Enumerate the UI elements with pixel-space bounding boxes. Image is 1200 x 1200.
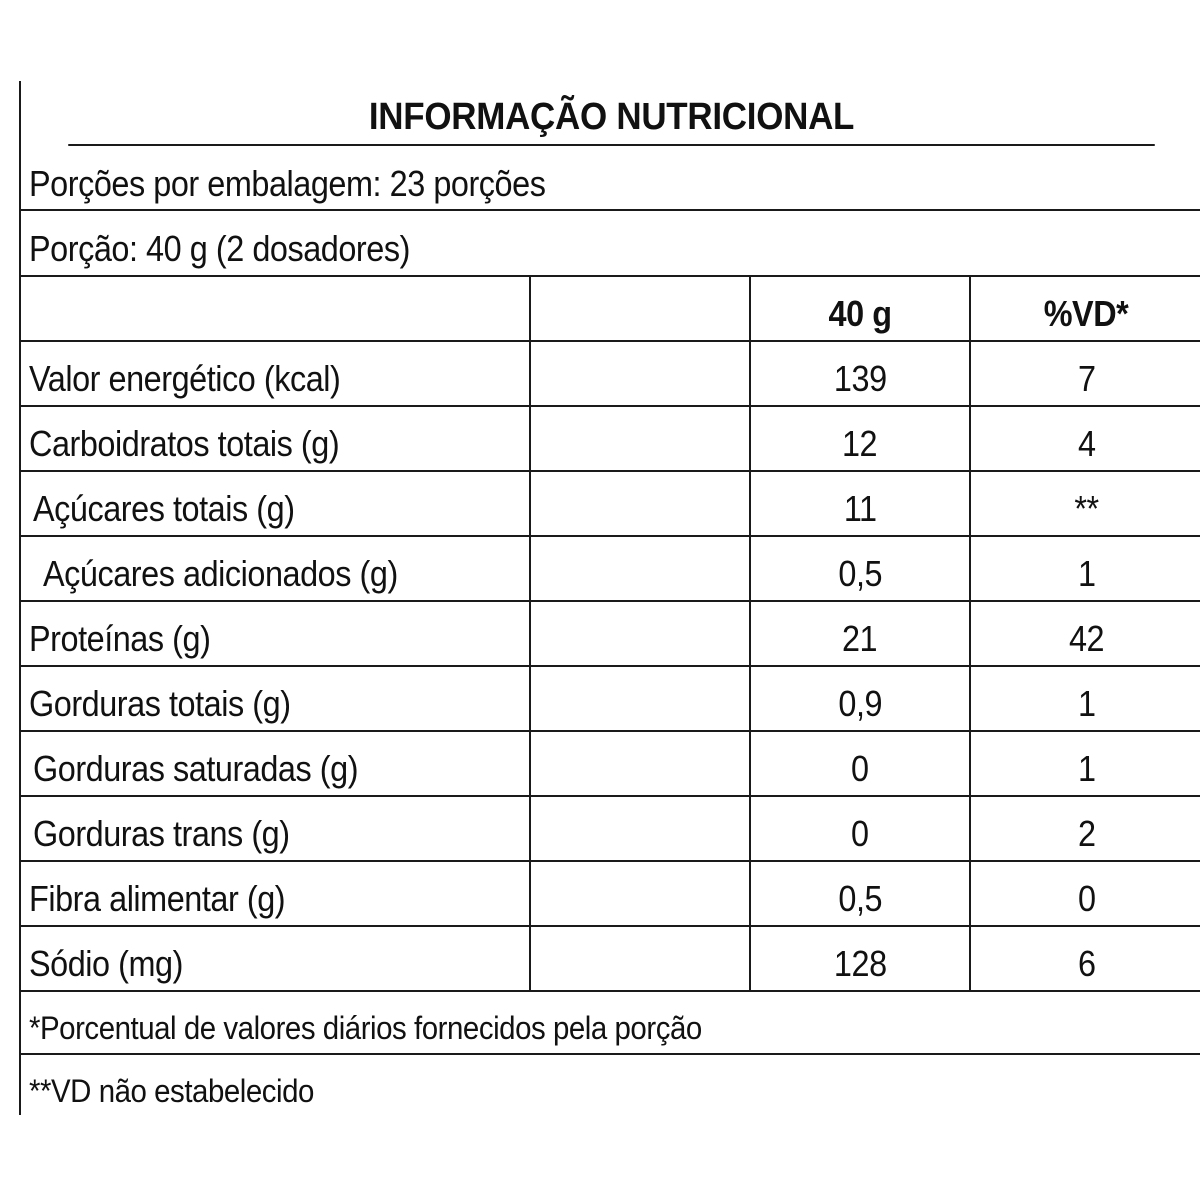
nutrient-dv-cell (969, 342, 1200, 405)
nutrient-name: Gorduras trans (g) (33, 812, 290, 854)
nutrient-amount-cell (749, 732, 969, 795)
nutrient-amount: 21 (842, 617, 878, 659)
nutrient-row (21, 537, 1200, 602)
nutrient-dv-cell (969, 862, 1200, 925)
nutrient-amount: 0,9 (838, 682, 882, 724)
nutrient-amount-cell (749, 407, 969, 470)
nutrient-name-cell (21, 862, 529, 925)
nutrient-name: Sódio (mg) (29, 942, 183, 984)
nutrient-dv-cell (969, 797, 1200, 860)
nutrient-row (21, 602, 1200, 667)
nutrient-dv: 0 (1077, 877, 1096, 919)
nutrient-name-cell (21, 797, 529, 860)
nutrient-amount: 12 (842, 422, 878, 464)
nutrient-amount: 0 (851, 747, 869, 789)
nutrient-dv-cell (969, 537, 1200, 600)
nutrient-dv-cell (969, 407, 1200, 470)
header-dv-cell (969, 277, 1200, 340)
nutrient-amount: 128 (833, 942, 887, 984)
nutrition-facts-table (19, 81, 1200, 1115)
nutrient-name-cell (21, 927, 529, 990)
not-established-footnote: **VD não estabelecido (29, 1072, 314, 1109)
nutrient-amount-cell (749, 342, 969, 405)
nutrient-blank-cell (529, 667, 749, 730)
nutrient-dv: 6 (1077, 942, 1096, 984)
nutrient-amount: 139 (833, 357, 887, 399)
nutrient-blank-cell (529, 927, 749, 990)
nutrient-amount-cell (749, 797, 969, 860)
nutrient-name-cell (21, 667, 529, 730)
nutrient-name: Proteínas (g) (29, 617, 211, 659)
nutrient-name-cell (21, 342, 529, 405)
nutrient-dv: 4 (1077, 422, 1096, 464)
nutrient-dv-cell (969, 667, 1200, 730)
serving-size: Porção: 40 g (2 dosadores) (29, 228, 410, 269)
nutrient-name: Valor energético (kcal) (29, 357, 341, 399)
servings-per-package-row (21, 146, 1200, 211)
table-title: INFORMAÇÃO NUTRICIONAL (368, 96, 855, 138)
nutrient-row (21, 407, 1200, 472)
nutrient-dv-cell (969, 472, 1200, 535)
nutrient-blank-cell (529, 342, 749, 405)
nutrient-amount: 0,5 (838, 877, 882, 919)
table-title-row (68, 81, 1155, 146)
nutrient-name-cell (21, 472, 529, 535)
nutrient-amount-cell (749, 927, 969, 990)
nutrient-blank-cell (529, 472, 749, 535)
nutrient-blank-cell (529, 732, 749, 795)
serving-size-row (21, 211, 1200, 277)
dv-footnote: *Porcentual de valores diários fornecidos pela porção (29, 1009, 702, 1046)
nutrient-name: Gorduras saturadas (g) (33, 747, 359, 789)
nutrient-blank-cell (529, 602, 749, 665)
nutrient-dv: 1 (1077, 682, 1096, 724)
nutrient-dv: 42 (1068, 617, 1105, 659)
nutrient-name: Carboidratos totais (g) (29, 422, 340, 464)
nutrient-row (21, 927, 1200, 992)
nutrient-row (21, 797, 1200, 862)
nutrient-blank-cell (529, 537, 749, 600)
nutrient-amount-cell (749, 537, 969, 600)
nutrient-dv-cell (969, 602, 1200, 665)
nutrient-amount-cell (749, 472, 969, 535)
nutrient-name: Açúcares totais (g) (33, 487, 295, 529)
nutrient-row (21, 732, 1200, 797)
header-amount-label: 40 g (828, 292, 892, 334)
not-established-footnote-row (21, 1055, 1200, 1115)
nutrient-dv: ** (1074, 487, 1099, 529)
nutrient-amount: 0 (851, 812, 869, 854)
header-blank-cell (529, 277, 749, 340)
nutrient-amount-cell (749, 862, 969, 925)
header-name-cell (21, 277, 529, 340)
nutrient-dv-cell (969, 927, 1200, 990)
nutrient-blank-cell (529, 407, 749, 470)
nutrient-blank-cell (529, 862, 749, 925)
nutrient-amount: 0,5 (838, 552, 882, 594)
nutrient-row (21, 472, 1200, 537)
nutrient-dv: 1 (1077, 552, 1096, 594)
nutrient-name: Fibra alimentar (g) (29, 877, 286, 919)
nutrient-dv-cell (969, 732, 1200, 795)
nutrient-name: Gorduras totais (g) (29, 682, 291, 724)
header-dv-label: %VD* (1044, 292, 1129, 334)
servings-per-package: Porções por embalagem: 23 porções (29, 162, 546, 204)
dv-footnote-row (21, 991, 1200, 1055)
nutrient-row (21, 342, 1200, 407)
header-amount-cell (749, 277, 969, 340)
nutrient-blank-cell (529, 797, 749, 860)
nutrient-dv: 1 (1077, 747, 1096, 789)
nutrient-amount-cell (749, 602, 969, 665)
nutrient-dv: 7 (1077, 357, 1096, 399)
nutrient-amount-cell (749, 667, 969, 730)
nutrient-amount: 11 (843, 487, 877, 529)
nutrient-row (21, 862, 1200, 927)
nutrient-name-cell (21, 537, 529, 600)
nutrient-name: Açúcares adicionados (g) (43, 552, 398, 594)
nutrient-name-cell (21, 602, 529, 665)
nutrient-row (21, 667, 1200, 732)
nutrient-dv: 2 (1077, 812, 1096, 854)
nutrient-name-cell (21, 732, 529, 795)
nutrient-name-cell (21, 407, 529, 470)
column-header-row (21, 277, 1200, 342)
